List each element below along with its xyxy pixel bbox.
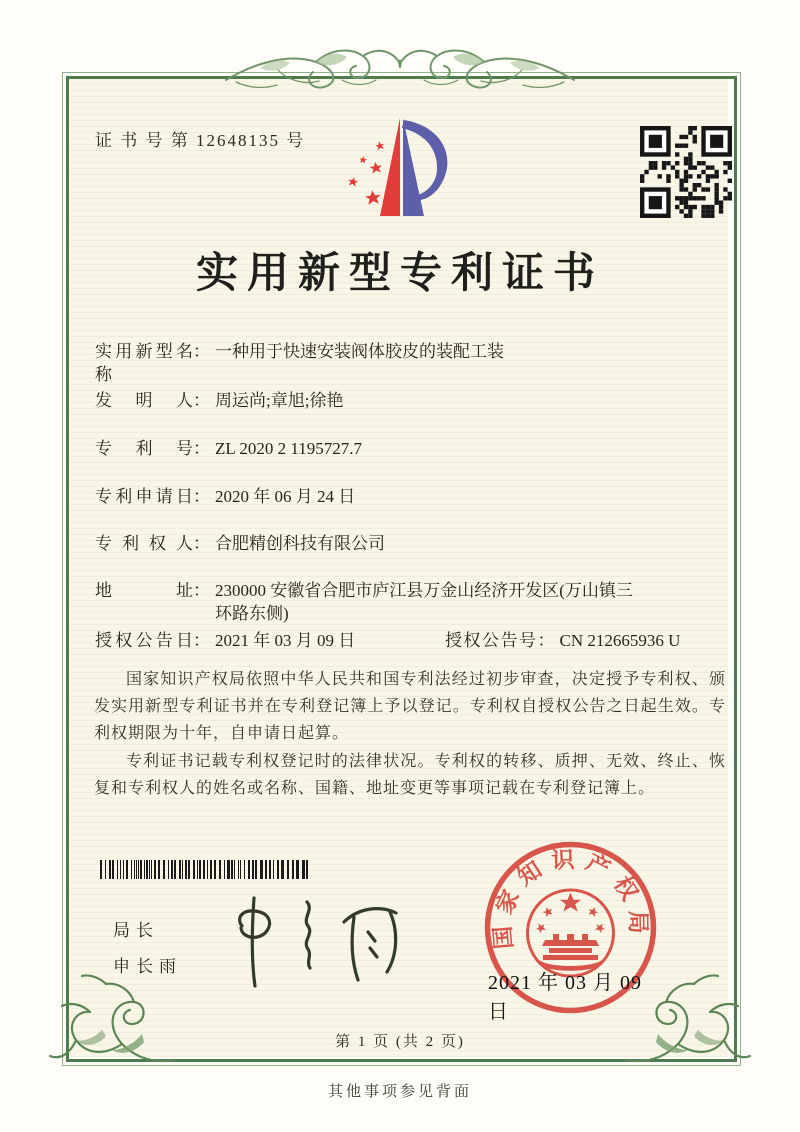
certificate-title: 实用新型专利证书 (195, 251, 604, 297)
corner-flourish-left (42, 972, 182, 1072)
field-label-grant-no: 授权公告号 (445, 631, 538, 650)
seal-date: 2021 年 03 月 09 日 (488, 972, 642, 1023)
field-row-filing-date: 专利申请日： 2020 年 06 月 24 日 (95, 486, 735, 509)
page-number: 第 1 页 (共 2 页) (335, 1034, 465, 1050)
field-label-grant-date: 授权公告日 (95, 631, 193, 650)
logo-monument-left (380, 118, 400, 216)
field-value-inventors: 周运尚;章旭;徐艳 (215, 391, 344, 410)
field-value-patentee: 合肥精创科技有限公司 (215, 534, 385, 553)
field-label-address: 地址 (95, 581, 193, 600)
field-row-grant: 授权公告日： 2021 年 03 月 09 日 授权公告号： CN 212665936 U (95, 630, 735, 653)
logo-stars (347, 141, 385, 205)
field-value-patent-no: ZL 2020 2 1195727.7 (215, 439, 363, 458)
cert-number: 证 书 号 第 12648135 号 (95, 131, 306, 150)
director-name: 申长雨 (113, 957, 182, 976)
field-label-filing-date: 专利申请日 (95, 487, 193, 506)
cnipa-logo (342, 112, 460, 224)
field-value-filing-date: 2020 年 06 月 24 日 (215, 487, 356, 506)
barcode (100, 860, 312, 879)
field-row-name: 实用新型名称： 一种用于快速安装阀体胶皮的装配工装 (95, 341, 735, 387)
field-row-patentee: 专利权人： 合肥精创科技有限公司 (95, 533, 735, 556)
paragraph-2: 专利证书记载专利权登记时的法律状况。专利权的转移、质押、无效、终止、恢复和专利权人的姓名或名称、国籍、地址变更等事项记载在专利登记簿上。 (94, 752, 726, 797)
director-title: 局长 (113, 921, 159, 940)
field-label-inventors: 发明人 (95, 391, 193, 410)
field-label-name: 实用新型名称 (95, 342, 193, 384)
top-ornament (220, 40, 580, 92)
field-row-patent-no: 专利号： ZL 2020 2 1195727.7 (95, 438, 735, 461)
director-signature (218, 886, 418, 991)
field-label-patentee: 专利权人 (95, 534, 193, 553)
field-value-grant-no: CN 212665936 U (559, 631, 681, 650)
field-label-patent-no: 专利号 (95, 439, 193, 458)
field-value-name: 一种用于快速安装阀体胶皮的装配工装 (215, 342, 504, 361)
paragraph-1: 国家知识产权局依照中华人民共和国专利法经过初步审查，决定授予专利权、颁发实用新型专利证书并在专利登记簿上予以登记。专利权自授权公告之日起生效。专利权期限为十年，自申请日起算。 (94, 671, 726, 743)
national-emblem (528, 890, 614, 976)
field-pair-grant-no: 授权公告号： CN 212665936 U (445, 631, 681, 650)
field-value-grant-date: 2021 年 03 月 09 日 (215, 631, 356, 650)
seal-text-arc: 国家知识产权局 (489, 846, 651, 951)
field-row-inventors: 发明人： 周运尚;章旭;徐艳 (95, 390, 735, 413)
field-row-address: 地址： 230000 安徽省合肥市庐江县万金山经济开发区(万山镇三环路东侧) (95, 580, 735, 626)
field-value-address: 230000 安徽省合肥市庐江县万金山经济开发区(万山镇三环路东侧) (215, 581, 633, 623)
back-note: 其他事项参见背面 (327, 1084, 472, 1100)
legal-paragraphs (94, 666, 726, 802)
qr-code (640, 126, 732, 218)
